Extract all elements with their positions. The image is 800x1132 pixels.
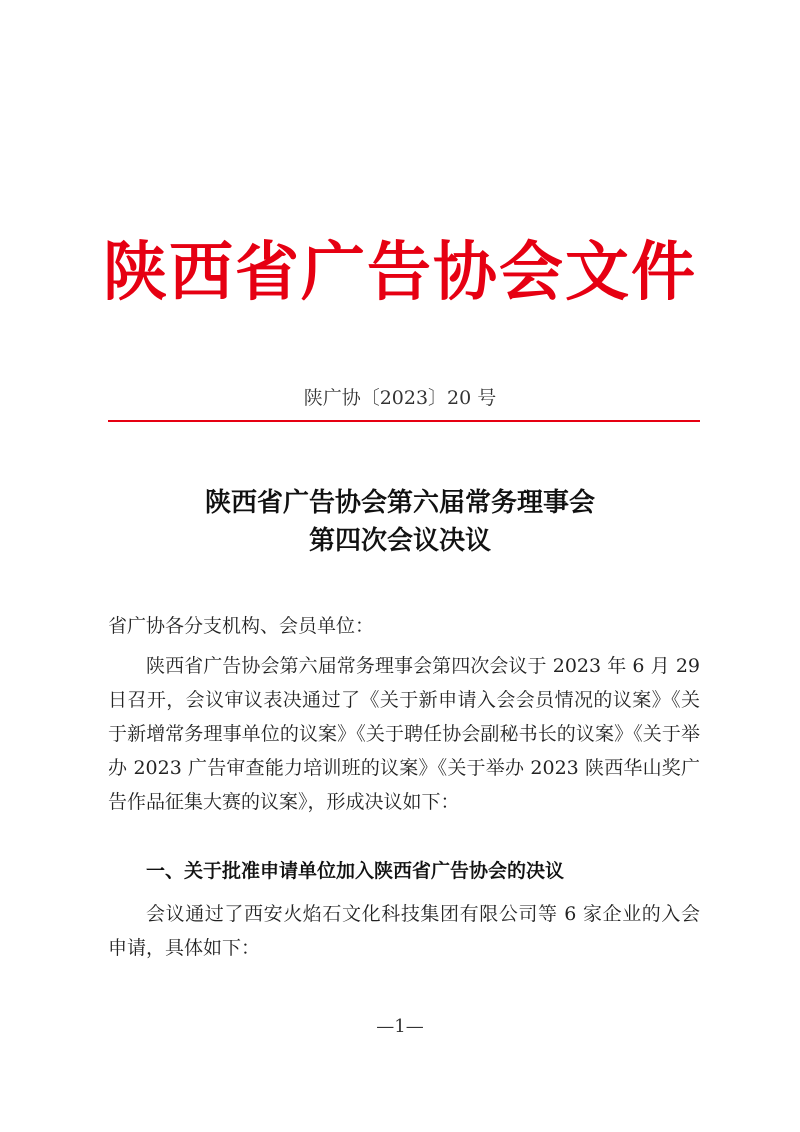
salutation: 省广协各分支机构、会员单位：: [108, 615, 375, 637]
document-title: [0, 484, 800, 560]
document-title-line-2: 第四次会议决议: [308, 526, 491, 556]
body-paragraph-2: 会议通过了西安火焰石文化科技集团有限公司等 6 家企业的入会申请，具体如下：: [108, 903, 700, 959]
issuer-title: 陕西省广告协会文件: [103, 236, 697, 310]
document-title-line-1: 陕西省广告协会第六届常务理事会: [204, 488, 595, 518]
document-number: 陕广协〔2023〕20 号: [303, 387, 497, 409]
red-divider: [108, 420, 700, 422]
page-number: —1—: [376, 1016, 424, 1037]
section-heading-1: 一、关于批准申请单位加入陕西省广告协会的决议: [146, 860, 565, 882]
body-paragraph-1: 陕西省广告协会第六届常务理事会第四次会议于 2023 年 6 月 29 日召开，会议审议表决通过了《关于新申请入会会员情况的议案》《关于新增常务理事单位的议案》《关于聘任协会副秘书长的议案》《关于举办 2023 广告审查能力培训班的议案》《关于举办 2023 陕西华山奖广告作品征集大赛的议案》，形成决议如下：: [108, 655, 700, 813]
